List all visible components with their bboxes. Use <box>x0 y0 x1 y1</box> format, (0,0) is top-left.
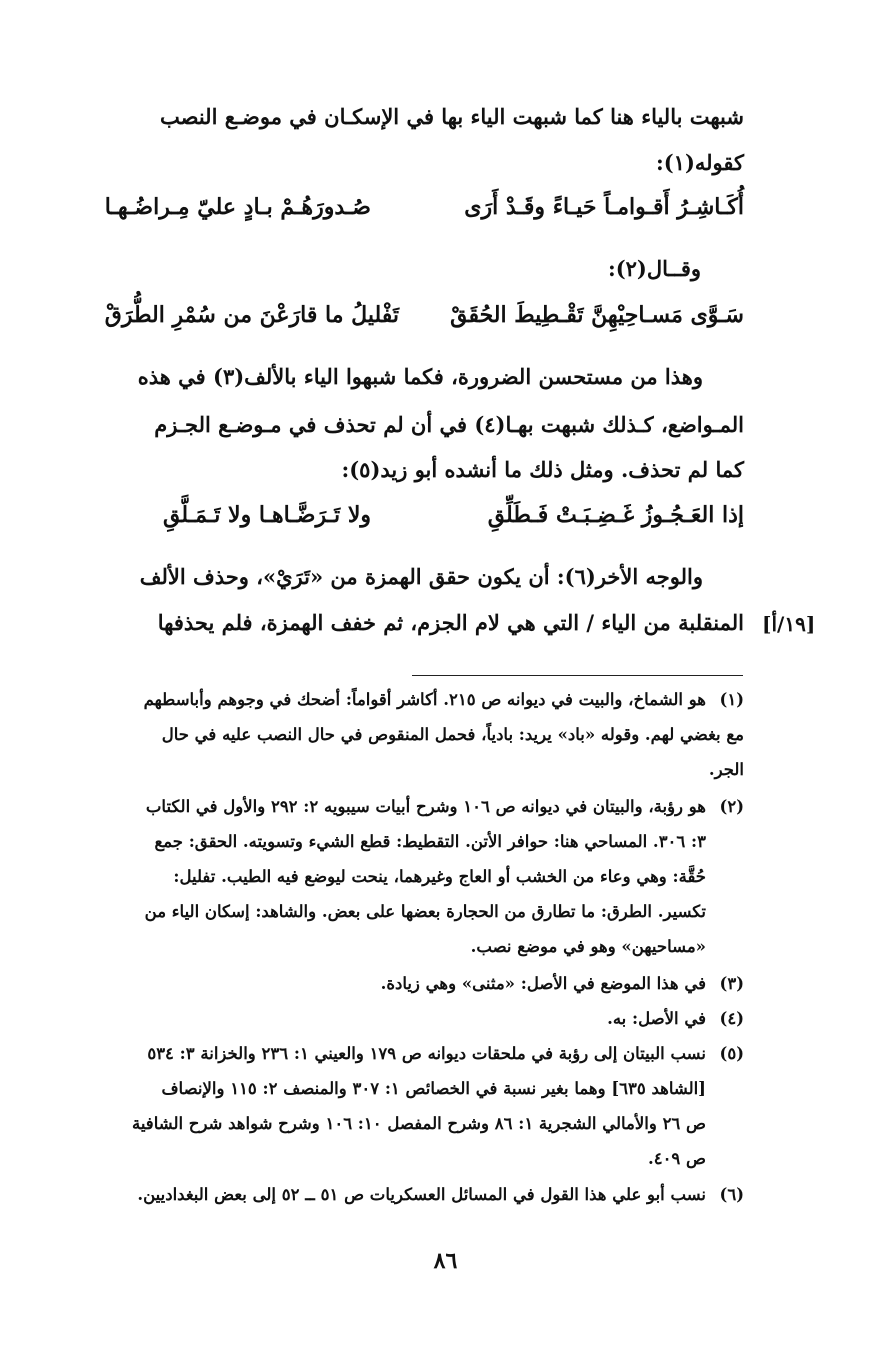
footnote-number: (٥) <box>719 1044 744 1063</box>
body-line: وهذا من مستحسن الضرورة، فكما شبهوا الياء بالألف(٣) في هذه <box>137 364 703 389</box>
body-line: وقــال(٢): <box>607 256 701 281</box>
footnote-line: الجر. <box>708 760 744 779</box>
footnote-line: في هذا الموضع في الأصل: «مثنى» وهي زيادة. <box>380 974 706 993</box>
body-line: كما لم تحذف. ومثل ذلك ما أنشده أبو زيد(٥): <box>341 457 744 482</box>
body-line: المنقلبة من الياء / التي هي لام الجزم، ثم خفف الهمزة، فلم يحذفها <box>157 610 744 635</box>
verse-hemistich-first: سَـوَّى مَسـاحِيْهِنَّ تَقْـطِيطَ الحُقَقْ <box>450 302 744 328</box>
body-line: والوجه الأخر(٦): أن يكون حقق الهمزة من «تَرَيْ»، وحذف الألف <box>139 564 703 589</box>
footnote-line: [الشاهد ٦٣٥] وهما بغير نسبة في الخصائص ١: ٣٠٧ والمنصف ٢: ١١٥ والإنصاف <box>161 1079 706 1098</box>
verse-hemistich-second: صُـدورَهُـمْ بـادٍ عليّ مِـراضُـهـا <box>104 194 371 220</box>
footnote-line: هو رؤبة، والبيتان في ديوانه ص ١٠٦ وشرح أبيات سيبويه ٢: ٢٩٢ والأول في الكتاب <box>145 797 706 816</box>
footnote-line: في الأصل: به. <box>607 1009 706 1028</box>
margin-folio-reference: [١٩/أ] <box>762 612 816 636</box>
footnote-line: ٣: ٣٠٦. المساحي هنا: حوافر الأتن. التقطيط: قطع الشيء وتسويته. الحقق: جمع <box>154 832 706 851</box>
body-line: كقوله(١): <box>655 150 744 175</box>
verse-hemistich-first: إذا العَـجُـوزُ غَـضِـبَـتْ فَـطَلِّقِ <box>487 502 744 528</box>
footnote-line: ص ٢٦ والأمالي الشجرية ١: ٨٦ وشرح المفصل ١٠: ١٠٦ وشرح شواهد شرح الشافية <box>131 1114 706 1133</box>
footnote-number: (٣) <box>719 974 744 993</box>
verse-hemistich-first: أُكَـاشِـرُ أَقـوامـاً حَيـاءً وقَـدْ أَرَى <box>464 194 744 220</box>
footnote-number: (٦) <box>719 1185 744 1204</box>
footnote-line: حُقَّة: وهي وعاء من الخشب أو العاج وغيرهما، ينحت ليوضع فيه الطيب. تفليل: <box>173 867 706 886</box>
footnote-line: تكسير. الطرق: ما تطارق من الحجارة بعضها على بعض. والشاهد: إسكان الياء من <box>144 902 706 921</box>
body-line: المـواضع، كـذلك شبهت بهـا(٤) في أن لم تحذف في مـوضـع الجـزم <box>154 412 744 437</box>
footnote-line: نسب البيتان إلى رؤبة في ملحقات ديوانه ص ١٧٩ والعيني ١: ٢٣٦ والخزانة ٣: ٥٣٤ <box>147 1044 706 1063</box>
body-line: شبهت بالياء هنا كما شبهت الياء بها في الإسكـان في موضـع النصب <box>160 104 744 129</box>
footnote-line: نسب أبو علي هذا القول في المسائل العسكريات ص ٥١ ــ ٥٢ إلى بعض البغداديين. <box>137 1185 706 1204</box>
footnote-line: هو الشماخ، والبيت في ديوانه ص ٢١٥. أكاشر أقواماً: أضحك في وجوهم وأباسطهم <box>143 690 706 709</box>
verse-hemistich-second: ولا تَـرَضَّـاهـا ولا تَـمَـلَّقِ <box>163 502 371 528</box>
page-number: ٨٦ <box>433 1248 458 1274</box>
footnote-line: ص ٤٠٩. <box>647 1149 706 1168</box>
verse-hemistich-second: تَفْليلُ ما قارَعْنَ من سُمْرِ الطُّرَقْ <box>104 302 399 328</box>
footnote-number: (١) <box>719 690 744 709</box>
footnote-number: (٢) <box>719 797 744 816</box>
footnote-line: مع بغضي لهم. وقوله «باد» يريد: بادياً، فحمل المنقوص في حال النصب عليه في حال <box>161 725 744 744</box>
footnote-line: «مساحيهن» وهو في موضع نصب. <box>470 937 706 956</box>
footnote-number: (٤) <box>719 1009 744 1028</box>
footnote-separator <box>412 675 743 676</box>
